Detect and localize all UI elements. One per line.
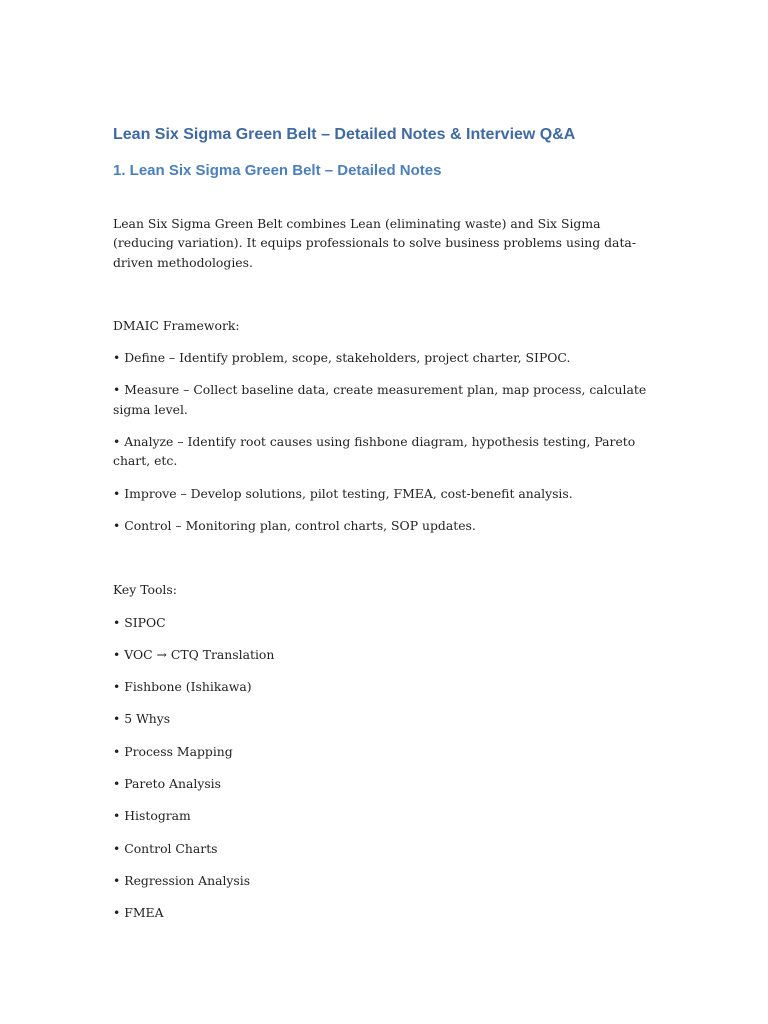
dmaic-item-define: • Define – Identify problem, scope, stakeholders, project charter, SIPOC. [113,350,571,366]
tool-item: • VOC → CTQ Translation [113,646,275,662]
intro-paragraph: Lean Six Sigma Green Belt combines Lean (eliminating waste) and Six Sigma (reducing variation). It equips professionals to solve business problems using data-driven methodologies. [113,216,637,270]
dmaic-item-improve: • Improve – Develop solutions, pilot testing, FMEA, cost-benefit analysis. [113,485,573,501]
document-title: Lean Six Sigma Green Belt – Detailed Notes & Interview Q&A [113,126,576,143]
tool-item: • Control Charts [113,840,218,856]
tool-item: • FMEA [113,905,164,921]
tool-item: • Histogram [113,808,191,824]
tool-item: • 5 Whys [113,711,171,727]
dmaic-item-analyze: • Analyze – Identify root causes using fishbone diagram, hypothesis testing, Pareto chart, etc. [113,434,636,469]
tool-item: • SIPOC [113,614,166,630]
tool-item: • Pareto Analysis [113,776,222,792]
document-body [113,124,648,923]
tool-item: • Fishbone (Ishikawa) [113,679,252,695]
tool-item: • Regression Analysis [113,872,251,888]
dmaic-item-control: • Control – Monitoring plan, control charts, SOP updates. [113,517,476,533]
dmaic-item-measure: • Measure – Collect baseline data, create measurement plan, map process, calculate sigma level. [113,382,647,417]
key-tools-label: Key Tools: [113,582,177,598]
section-heading: 1. Lean Six Sigma Green Belt – Detailed Notes [113,162,442,179]
dmaic-label: DMAIC Framework: [113,317,240,333]
tool-item: • Process Mapping [113,743,233,759]
